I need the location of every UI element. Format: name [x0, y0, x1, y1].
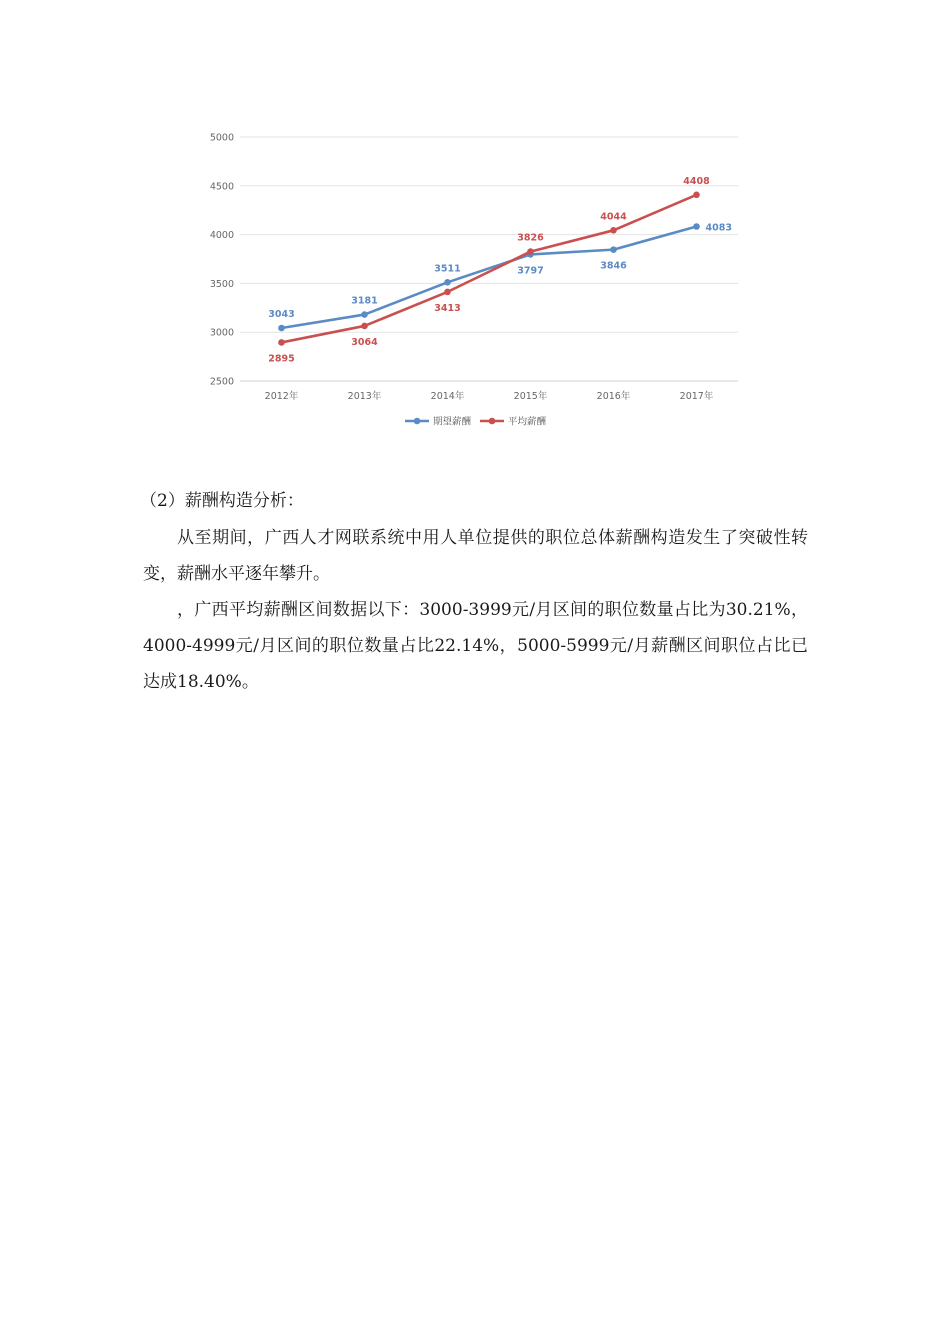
data-point: [278, 325, 285, 332]
x-tick-label: 2015年: [513, 391, 548, 402]
chart-legend: [405, 416, 547, 428]
y-tick-label: 5000: [209, 132, 234, 144]
y-axis-ticks: [210, 133, 234, 388]
x-axis-ticks: [265, 390, 714, 402]
legend-marker: [489, 418, 496, 425]
data-label: 3181: [351, 295, 378, 307]
data-label: 3797: [517, 265, 544, 277]
chart-series: [278, 191, 700, 345]
data-label: 3846: [600, 260, 627, 272]
x-tick-label: 2013年: [347, 391, 382, 402]
paragraph-salary-distribution: ，广西平均薪酬区间数据以下：3000-3999元/月区间的职位数量占比为30.21%，4000-4999元/月区间的职位数量占比22.14%，5000-5999元/月薪酬区间职位占比已达成18.40%。: [143, 600, 808, 692]
x-tick-label: 2017年: [679, 391, 714, 402]
data-label: 4083: [705, 222, 732, 234]
data-label: 3826: [517, 232, 544, 244]
data-label: 4044: [600, 211, 627, 223]
data-label: 4408: [683, 175, 710, 187]
data-label: 3064: [351, 336, 378, 348]
y-tick-label: 3000: [209, 327, 234, 339]
data-point: [610, 227, 617, 234]
series-line: [282, 226, 697, 328]
data-point: [444, 279, 451, 286]
legend-label: 平均薪酬: [508, 416, 547, 428]
y-tick-label: 4000: [209, 230, 234, 242]
data-point: [361, 311, 368, 318]
legend-marker: [414, 418, 421, 425]
data-point: [693, 223, 700, 230]
data-point: [610, 246, 617, 253]
data-point: [278, 339, 285, 346]
y-tick-label: 4500: [209, 181, 234, 193]
x-tick-label: 2016年: [596, 391, 631, 402]
y-tick-label: 3500: [209, 278, 234, 290]
x-tick-label: 2014年: [430, 391, 465, 402]
data-point: [527, 248, 534, 255]
data-label: 3043: [268, 309, 295, 321]
data-labels: [268, 176, 732, 365]
data-label: 3511: [434, 263, 461, 275]
data-label: 2895: [268, 353, 295, 365]
salary-line-chart: [0, 0, 950, 460]
x-tick-label: 2012年: [264, 391, 299, 402]
data-label: 3413: [434, 302, 461, 314]
y-tick-label: 2500: [209, 376, 234, 388]
chart-gridlines: [240, 137, 738, 381]
data-point: [693, 191, 700, 198]
paragraph-salary-trend: 从至期间，广西人才网联系统中用人单位提供的职位总体薪酬构造发生了突破性转变，薪酬水平逐年攀升。: [143, 528, 808, 584]
data-point: [444, 289, 451, 296]
section-heading: （2）薪酬构造分析：: [140, 491, 304, 511]
data-point: [361, 323, 368, 330]
legend-label: 期望薪酬: [433, 416, 472, 428]
